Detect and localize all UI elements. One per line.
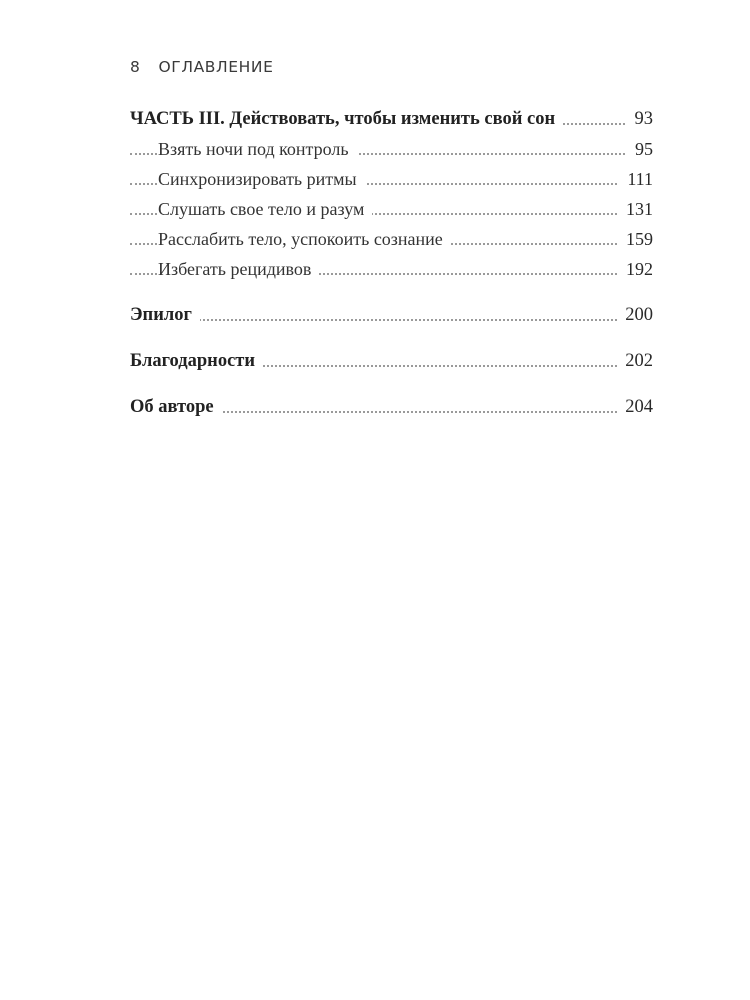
toc-entry-chapter[interactable]: [130, 254, 653, 284]
toc-entry-epilogue[interactable]: [130, 300, 653, 330]
toc-entry-chapter[interactable]: [130, 194, 653, 224]
toc-entry-chapter[interactable]: [130, 134, 653, 164]
toc-entry-title: Расслабить тело, успокоить сознание: [158, 229, 451, 249]
toc-entry-title: Благодарности: [130, 351, 263, 371]
toc-entry-page: 202: [617, 346, 653, 376]
toc-entry-title: Взять ночи под контроль: [158, 139, 357, 159]
running-head-title: ОГЛАВЛЕНИЕ: [158, 58, 274, 76]
toc-entry-page: 200: [617, 300, 653, 330]
toc-entry-title: Синхронизировать ритмы: [158, 169, 365, 189]
toc-entry-about-author[interactable]: [130, 392, 653, 422]
toc-entry-title: Избегать рецидивов: [158, 259, 319, 279]
toc-entry-acknowledgements[interactable]: [130, 346, 653, 376]
toc-entry-page: 192: [618, 254, 653, 284]
toc-entry-page: 111: [619, 164, 653, 194]
toc-entry-page: 131: [618, 194, 653, 224]
toc-entry-title: Слушать свое тело и разум: [158, 199, 372, 219]
toc-entry-title: Об авторе: [130, 397, 222, 417]
toc-entry-chapter[interactable]: [130, 224, 653, 254]
toc-entry-part-3[interactable]: [130, 104, 653, 134]
toc-entry-page: 95: [627, 134, 653, 164]
toc-entry-page: 204: [617, 392, 653, 422]
page-number: 8: [130, 58, 141, 76]
toc-entry-page: 159: [618, 224, 653, 254]
toc-entry-chapter[interactable]: [130, 164, 653, 194]
dot-leader: [130, 319, 653, 321]
toc-entry-title: Эпилог: [130, 305, 200, 325]
running-head: [130, 58, 274, 76]
table-of-contents: [130, 104, 653, 422]
toc-entry-title: ЧАСТЬ III. Действовать, чтобы изменить свой сон: [130, 109, 563, 129]
toc-entry-page: 93: [627, 104, 654, 134]
